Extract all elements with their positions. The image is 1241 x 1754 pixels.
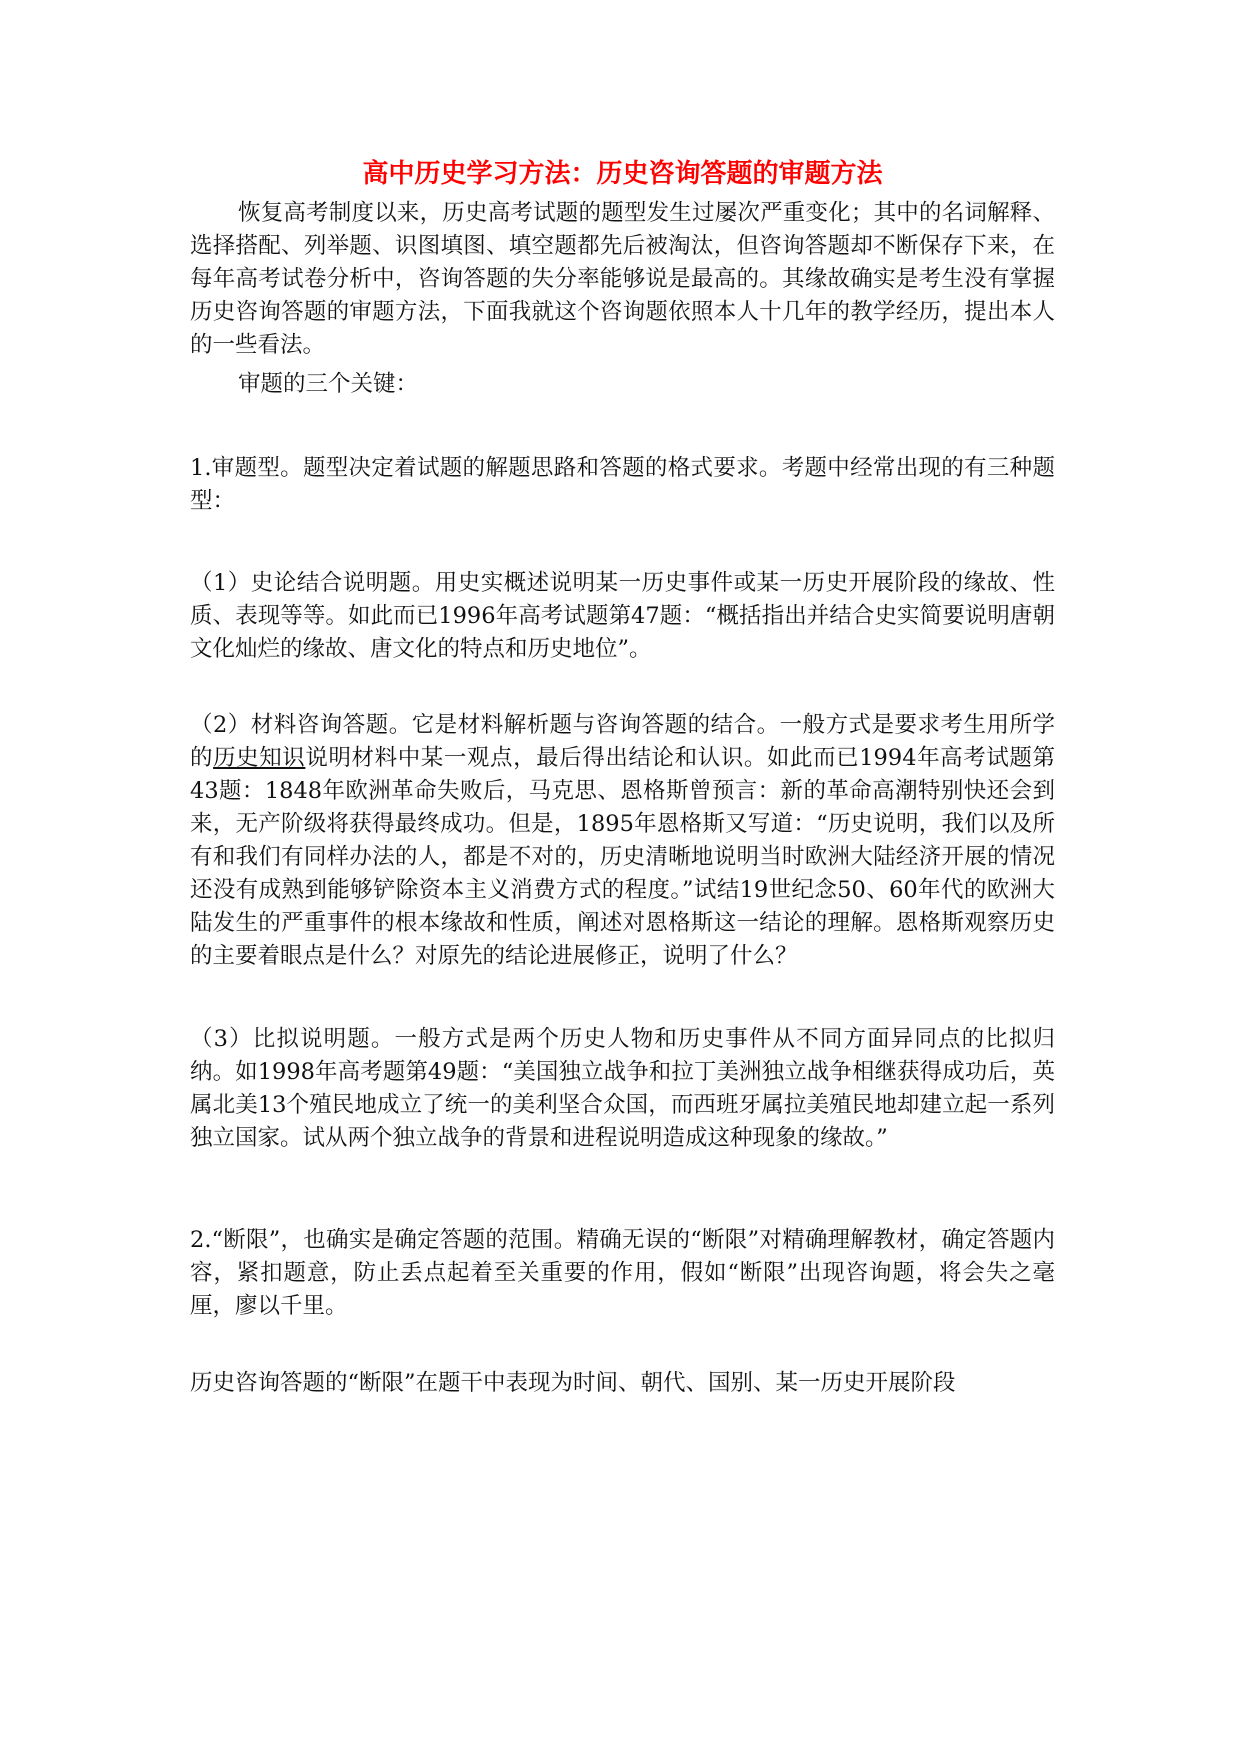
point-2-paragraph: 2.“断限”，也确实是确定答题的范围。精确无误的“断限”对精确理解教材，确定答题内容，紧扣题意，防止丢点起着至关重要的作用，假如“断限”出现咨询题，将会失之毫厘，廖以千里。 [190, 1227, 1055, 1319]
type-2-text-b: 说明材料中某一观点，最后得出结论和认识。如此而已1994年高考试题第43题：1848年欧洲革命失败后，马克思、恩格斯曾预言：新的革命高潮特别快还会到来，无产阶级将获得最终成功。但是，1895年恩格斯又写道：“历史说明，我们以及所有和我们有同样办法的人，都是不对的，历史清晰地说明当时欧洲大陆经济开展的情况还没有成熟到能够铲除资本主义消费方式的程度。”试结19世纪念50、60年代的欧洲大陆发生的严重事件的根本缘故和性质，阐述对恩格斯这一结论的理解。恩格斯观察历史的主要着眼点是什么？对原先的结论进展修正，说明了什么？ [190, 745, 1055, 969]
type-1-paragraph: （1）史论结合说明题。用史实概述说明某一历史事件或某一历史开展阶段的缘故、性质、表现等等。如此而已1996年高考试题第47题：“概括指出并结合史实简要说明唐朝文化灿烂的缘故、唐文化的特点和历史地位”。 [190, 570, 1055, 662]
history-knowledge-link[interactable]: 历史知识 [213, 745, 306, 771]
type-2-paragraph [190, 709, 1055, 973]
type-2-text-a: （2）材料咨询答题。它是材料解析题与咨询答题的结合。一般方式是要求考生用所学的 [190, 712, 1055, 771]
point-2-continuation: 历史咨询答题的“断限”在题干中表现为时间、朝代、国别、某一历史开展阶段 [190, 1370, 956, 1396]
keys-heading: 审题的三个关键： [238, 371, 419, 397]
document-title: 高中历史学习方法：历史咨询答题的审题方法 [362, 159, 883, 189]
intro-paragraph: 恢复高考制度以来，历史高考试题的题型发生过屡次严重变化；其中的名词解释、选择搭配、列举题、识图填图、填空题都先后被淘汰，但咨询答题却不断保存下来，在每年高考试卷分析中，咨询答题的失分率能够说是最高的。其缘故确实是考生没有掌握历史咨询答题的审题方法，下面我就这个咨询题依照本人十几年的教学经历，提出本人的一些看法。 [190, 200, 1055, 358]
point-1-paragraph: 1.审题型。题型决定着试题的解题思路和答题的格式要求。考题中经常出现的有三种题型： [190, 455, 1055, 514]
type-3-paragraph: （3）比拟说明题。一般方式是两个历史人物和历史事件从不同方面异同点的比拟归纳。如1998年高考题第49题：“美国独立战争和拉丁美洲独立战争相继获得成功后，英属北美13个殖民地成立了统一的美利坚合众国，而西班牙属拉美殖民地却建立起一系列独立国家。试从两个独立战争的背景和进程说明造成这种现象的缘故。” [190, 1026, 1055, 1151]
